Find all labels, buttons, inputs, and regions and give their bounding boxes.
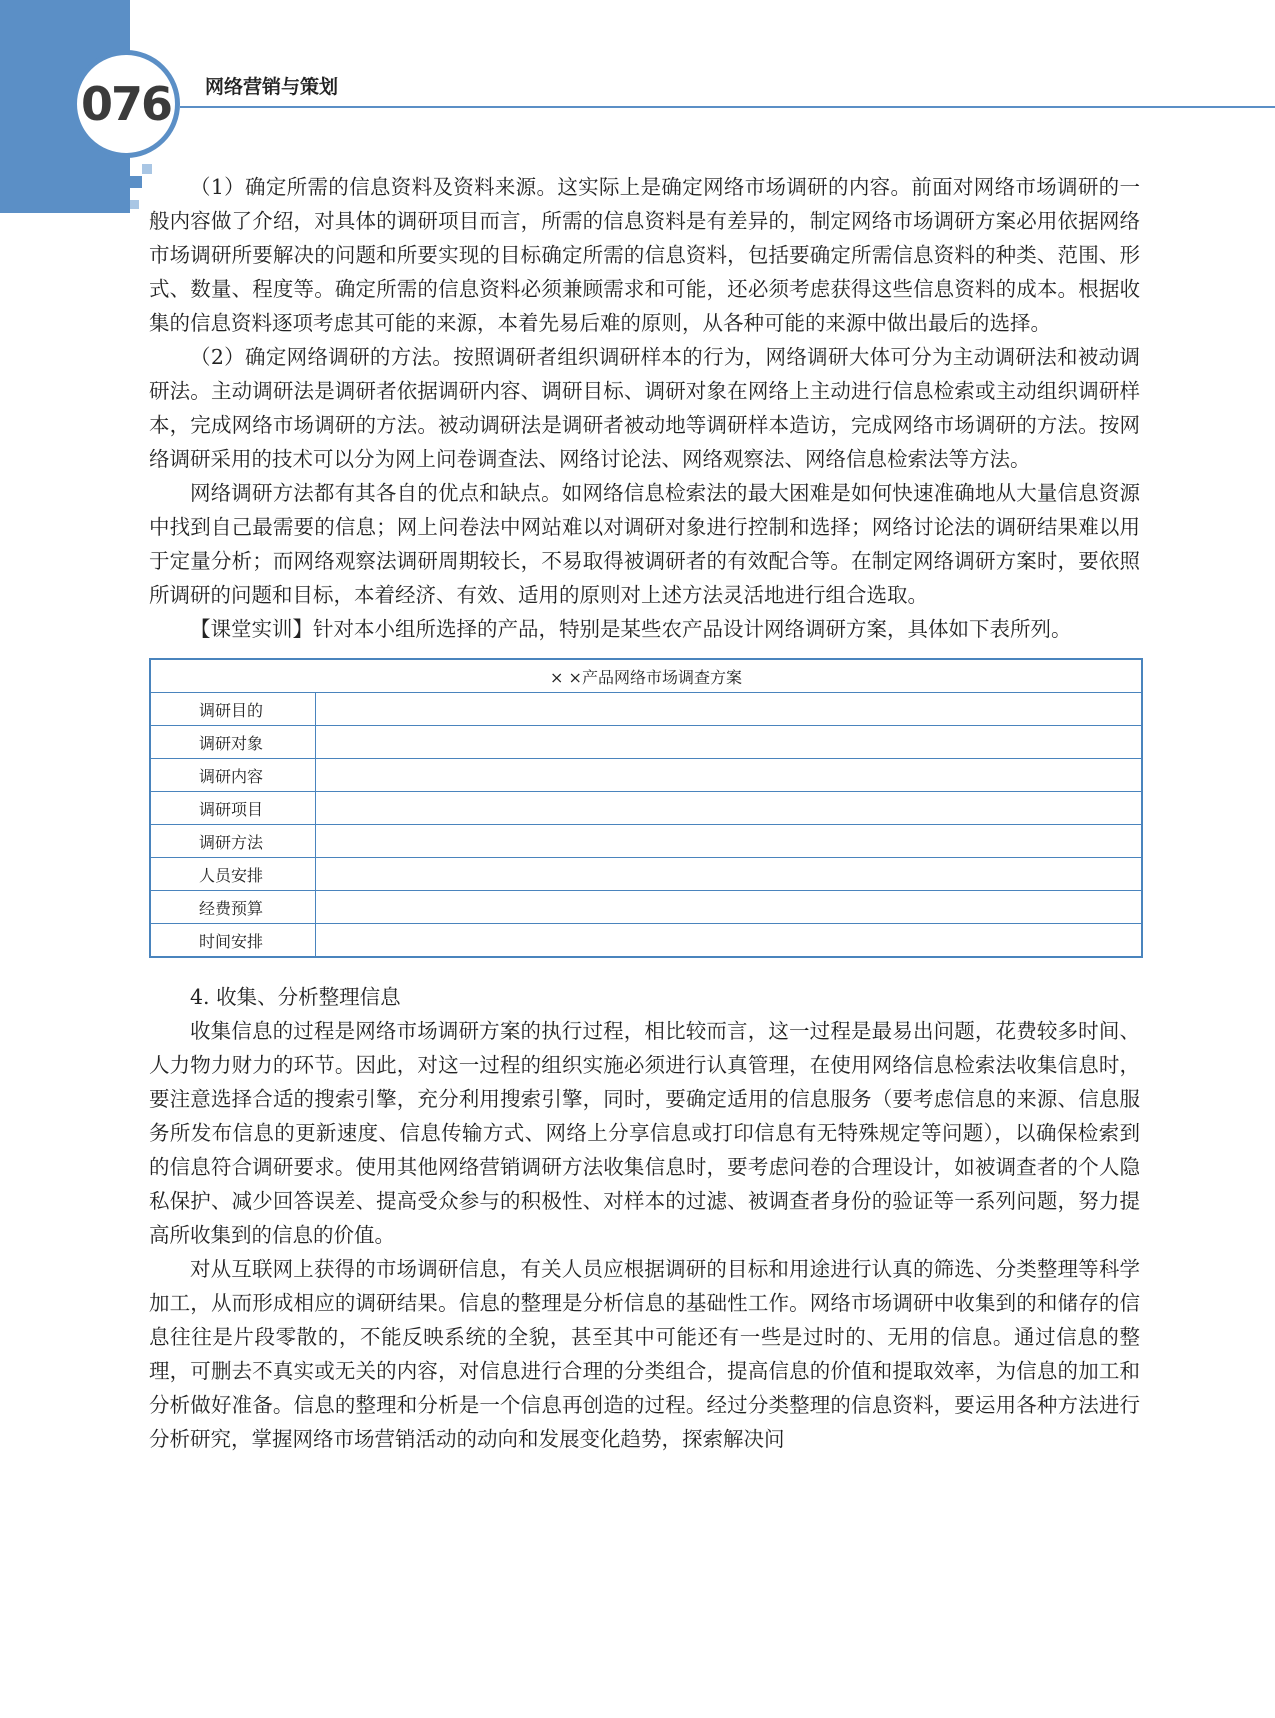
survey-plan-table bbox=[149, 658, 1143, 958]
paragraph: 对从互联网上获得的市场调研信息，有关人员应根据调研的目标和用途进行认真的筛选、分类整理等科学加工，从而形成相应的调研结果。信息的整理是分析信息的基础性工作。网络市场调研中收集到的和储存的信息往往是片段零散的，不能反映系统的全貌，甚至其中可能还有一些是过时的、无用的信息。通过信息的整理，可删去不真实或无关的内容，对信息进行合理的分类组合，提高信息的价值和提取效率，为信息的加工和分析做好准备。信息的整理和分析是一个信息再创造的过程。经过分类整理的信息资料，要运用各种方法进行分析研究，掌握网络市场营销活动的动向和发展变化趋势，探索解决问 bbox=[149, 1257, 1140, 1451]
paragraph: 收集信息的过程是网络市场调研方案的执行过程，相比较而言，这一过程是最易出问题，花费较多时间、人力物力财力的环节。因此，对这一过程的组织实施必须进行认真管理，在使用网络信息检索法收集信息时，要注意选择合适的搜索引擎，充分利用搜索引擎，同时，要确定适用的信息服务（要考虑信息的来源、信息服务所发布信息的更新速度、信息传输方式、网络上分享信息或打印信息有无特殊规定等问题），以确保检索到的信息符合调研要求。使用其他网络营销调研方法收集信息时，要考虑问卷的合理设计，如被调查者的个人隐私保护、减少回答误差、提高受众参与的积极性、对样本的过滤、被调查者身份的验证等一系列问题，努力提高所收集到的信息的价值。 bbox=[149, 1019, 1140, 1247]
row-label: 调研对象 bbox=[150, 726, 315, 759]
book-title: 网络营销与策划 bbox=[205, 76, 339, 98]
row-value-cell[interactable] bbox=[315, 858, 1142, 891]
decor-pixel bbox=[130, 200, 139, 209]
decor-pixel bbox=[112, 195, 124, 207]
table-row bbox=[150, 858, 1142, 891]
row-label: 调研目的 bbox=[150, 693, 315, 726]
row-value-cell[interactable] bbox=[315, 759, 1142, 792]
table-row bbox=[150, 792, 1142, 825]
paragraph: 网络调研方法都有其各自的优点和缺点。如网络信息检索法的最大困难是如何快速准确地从大量信息资源中找到自己最需要的信息；网上问卷法中网站难以对调研对象进行控制和选择；网络讨论法的调研结果难以用于定量分析；而网络观察法调研周期较长，不易取得被调研者的有效配合等。在制定网络调研方案时，要依照所调研的问题和目标，本着经济、有效、适用的原则对上述方法灵活地进行组合选取。 bbox=[149, 481, 1140, 607]
decor-pixel bbox=[130, 176, 142, 188]
row-label: 调研方法 bbox=[150, 825, 315, 858]
paragraph: （2）确定网络调研的方法。按照调研者组织调研样本的行为，网络调研大体可分为主动调研法和被动调研法。主动调研法是调研者依据调研内容、调研目标、调研对象在网络上主动进行信息检索或主动组织调研样本，完成网络市场调研的方法。被动调研法是调研者被动地等调研样本造访，完成网络市场调研的方法。按网络调研采用的技术可以分为网上问卷调查法、网络讨论法、网络观察法、网络信息检索法等方法。 bbox=[149, 345, 1140, 471]
row-label: 调研项目 bbox=[150, 792, 315, 825]
row-label: 经费预算 bbox=[150, 891, 315, 924]
page-number: 076 bbox=[80, 77, 172, 131]
row-value-cell[interactable] bbox=[315, 726, 1142, 759]
table-row bbox=[150, 924, 1142, 958]
row-value-cell[interactable] bbox=[315, 891, 1142, 924]
row-label: 调研内容 bbox=[150, 759, 315, 792]
table-row bbox=[150, 759, 1142, 792]
row-label: 时间安排 bbox=[150, 924, 315, 958]
row-value-cell[interactable] bbox=[315, 825, 1142, 858]
paragraph: （1）确定所需的信息资料及资料来源。这实际上是确定网络市场调研的内容。前面对网络市场调研的一般内容做了介绍，对具体的调研项目而言，所需的信息资料是有差异的，制定网络市场调研方案必用依据网络市场调研所要解决的问题和所要实现的目标确定所需的信息资料，包括要确定所需信息资料的种类、范围、形式、数量、程度等。确定所需的信息资料必须兼顾需求和可能，还必须考虑获得这些信息资料的成本。根据收集的信息资料逐项考虑其可能的来源，本着先易后难的原则，从各种可能的来源中做出最后的选择。 bbox=[149, 175, 1140, 335]
page-body bbox=[149, 170, 1140, 1456]
row-label: 人员安排 bbox=[150, 858, 315, 891]
header-rule bbox=[180, 106, 1275, 108]
row-value-cell[interactable] bbox=[315, 792, 1142, 825]
table-row bbox=[150, 693, 1142, 726]
paragraph: 【课堂实训】针对本小组所选择的产品，特别是某些农产品设计网络调研方案，具体如下表所列。 bbox=[190, 617, 1072, 641]
table-row bbox=[150, 726, 1142, 759]
row-value-cell[interactable] bbox=[315, 693, 1142, 726]
table-row bbox=[150, 825, 1142, 858]
section-heading: 4. 收集、分析整理信息 bbox=[190, 985, 401, 1009]
row-value-cell[interactable] bbox=[315, 924, 1142, 958]
page-number-badge bbox=[72, 50, 180, 158]
table-title: × ×产品网络市场调查方案 bbox=[150, 659, 1142, 693]
table-row bbox=[150, 891, 1142, 924]
